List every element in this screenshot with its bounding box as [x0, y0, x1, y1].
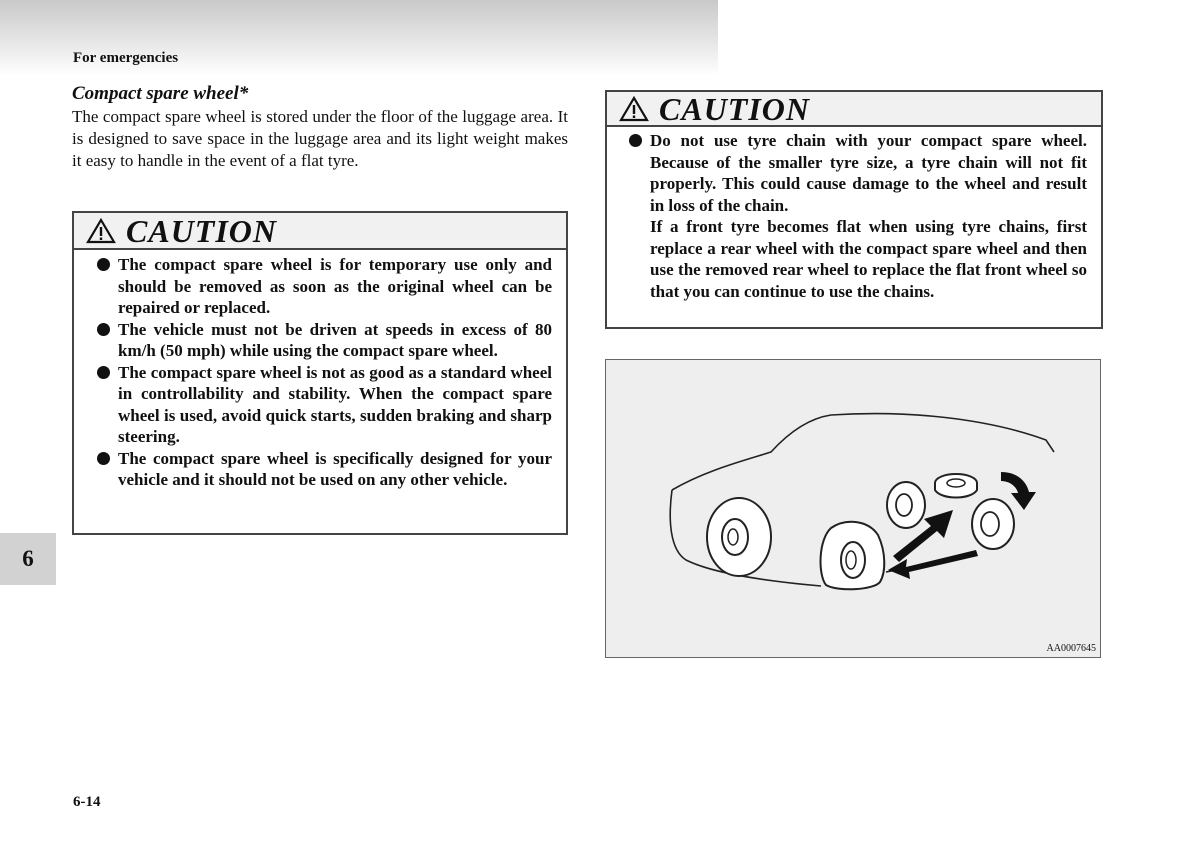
intro-text: The compact spare wheel is stored under the floor of the luggage area. It is designed to save space in the luggage area and its light weight makes it easy to handle in the event of a flat tyre. — [72, 107, 568, 170]
illustration-code: AA0007645 — [1046, 643, 1096, 654]
flat-wheel — [821, 522, 885, 589]
bullet-icon — [97, 323, 110, 336]
caution-item-text: The compact spare wheel is not as good as a standard wheel in controllability and stability. When the compact spare wheel is used, avoid quick starts, sudden braking and sharp steering. — [118, 362, 552, 446]
caution-item-text: The compact spare wheel is specifically designed for your vehicle and it should not be used on any other vehicle. — [118, 448, 552, 489]
caution-item — [118, 448, 552, 491]
caution-header — [607, 92, 1101, 127]
section-title: For emergencies — [73, 50, 179, 66]
rear-wheel — [887, 482, 925, 528]
warning-triangle-icon — [86, 218, 116, 244]
compact-spare-wheel — [935, 474, 977, 498]
caution-item — [118, 362, 552, 448]
caution-box-left — [72, 211, 568, 535]
caution-item — [650, 130, 1087, 302]
caution-item — [118, 254, 552, 319]
bullet-icon — [629, 134, 642, 147]
front-wheel — [707, 498, 771, 576]
caution-title: CAUTION — [126, 212, 278, 249]
intro-section — [72, 82, 568, 172]
page-number: 6-14 — [73, 794, 101, 810]
bullet-icon — [97, 258, 110, 271]
wheel-swap-illustration — [605, 359, 1101, 658]
bullet-icon — [97, 366, 110, 379]
caution-item — [118, 319, 552, 362]
rear-wheel-right — [972, 499, 1014, 549]
caution-list — [74, 250, 566, 491]
bullet-icon — [97, 452, 110, 465]
chapter-number: 6 — [22, 546, 34, 571]
caution-item-text: The compact spare wheel is for temporary use only and should be removed as soon as the original wheel can be repaired or replaced. — [118, 255, 552, 317]
car-wheel-rotation-drawing — [606, 360, 1100, 657]
caution-box-right — [605, 90, 1103, 329]
caution-item-text: Do not use tyre chain with your compact spare wheel. Because of the smaller tyre size, a tyre chain will not fit properly. This could cause damage to the wheel and result in loss of the chain. — [650, 131, 1087, 215]
caution-title: CAUTION — [659, 90, 811, 127]
caution-list — [607, 127, 1101, 302]
chapter-tab — [0, 533, 56, 585]
caution-item-text-continued: If a front tyre becomes flat when using tyre chains, first replace a rear wheel with the compact spare wheel and then use the removed rear wheel to replace the flat front wheel so that you can continue to use the chains. — [650, 217, 1087, 301]
caution-header — [74, 213, 566, 250]
warning-triangle-icon — [619, 96, 649, 122]
caution-item-text: The vehicle must not be driven at speeds in excess of 80 km/h (50 mph) while using the compact spare wheel. — [118, 319, 552, 360]
intro-heading: Compact spare wheel* — [72, 83, 249, 104]
